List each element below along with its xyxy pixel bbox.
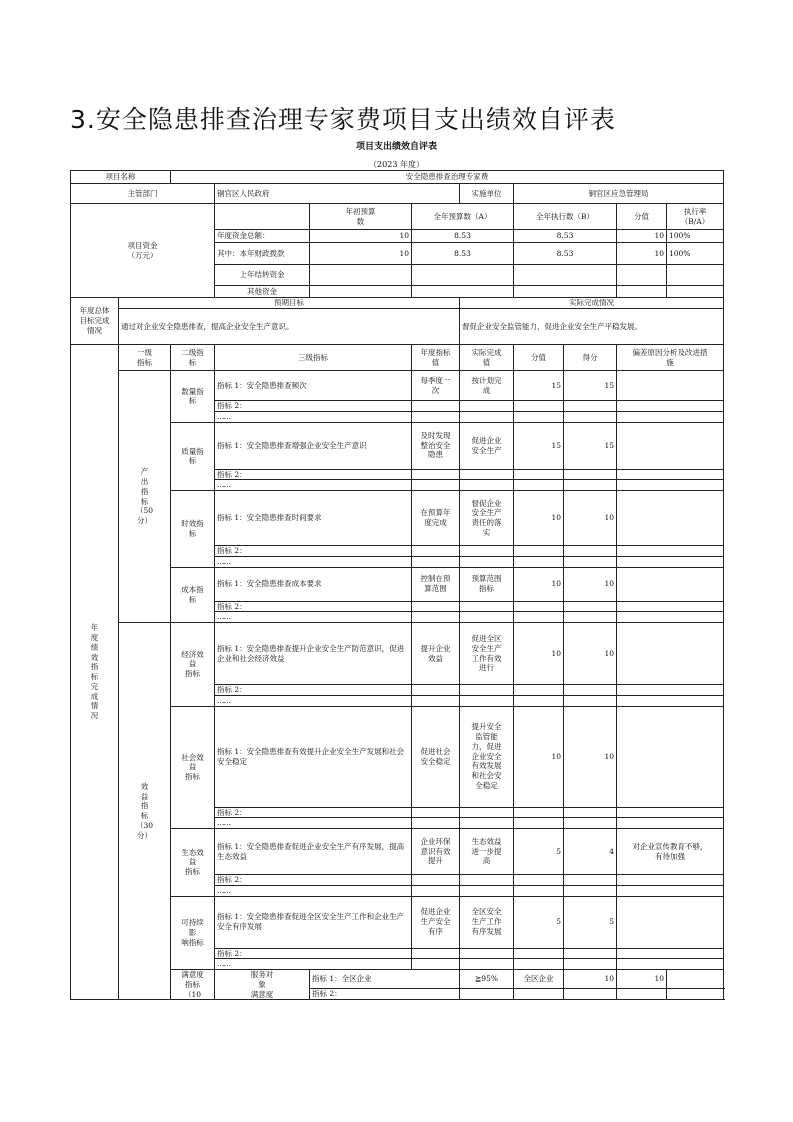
funds-value: 100% (667, 230, 724, 243)
blank-cell (412, 411, 460, 422)
funds-value: 100% (667, 243, 724, 265)
funds-value: 10 (310, 230, 412, 243)
blank-cell (514, 556, 564, 567)
blank-cell (412, 401, 460, 412)
funds-value (412, 286, 514, 298)
blank-cell (412, 875, 460, 886)
blank-cell (564, 948, 617, 959)
blank-cell (460, 875, 514, 886)
indicator-actual: 督促企业 安全生产 责任的落 实 (460, 491, 514, 546)
blank-cell (514, 695, 564, 706)
indicator-deviation (617, 706, 724, 807)
blank-cell (460, 818, 514, 829)
blank-cell (460, 411, 514, 422)
indicator-got: 4 (564, 829, 617, 875)
blank-cell (460, 601, 514, 612)
indicator-got: 10 (617, 970, 667, 989)
blank-cell (514, 480, 564, 491)
blank-cell (667, 988, 724, 999)
indicator-actual: 促进企业 安全生产 (460, 422, 514, 469)
indicator-level3: 指标 1：安全隐患排查成本要求 (215, 567, 412, 601)
indicator-score: 5 (514, 829, 564, 875)
indicator-header: 偏差原因分析及改进措 施 (617, 345, 724, 371)
indicator-header: 一级 指标 (119, 345, 171, 371)
blank-cell (460, 546, 514, 557)
blank-cell (514, 685, 564, 696)
table-row (71, 204, 724, 230)
indicator-level2: 服务对 象 满意度 (215, 970, 310, 1000)
blank-cell (460, 469, 514, 480)
indicator-ellipsis: …… (215, 411, 412, 422)
indicator-score: 5 (514, 896, 564, 948)
dept-label: 主管部门 (71, 184, 215, 204)
funds-header: 执行率 （B/A） (667, 204, 724, 230)
funds-row-label: 其中：本年财政拨款 (215, 243, 310, 265)
indicator-target: 控制在预 算范围 (412, 567, 460, 601)
blank-cell (514, 546, 564, 557)
table-row (71, 371, 724, 401)
indicator-header: 分值 (514, 345, 564, 371)
blank-cell (514, 469, 564, 480)
table-title: 项目支出绩效自评表 (355, 142, 437, 152)
funds-value (667, 265, 724, 286)
blank-cell (412, 885, 460, 896)
indicator-score: 10 (564, 970, 617, 989)
blank-cell (412, 612, 460, 623)
indicator-sub: 指标 2： (215, 601, 412, 612)
indicator-target: 促进社会 安全稳定 (412, 706, 460, 807)
blank-cell (564, 601, 617, 612)
funds-value: 8.53 (412, 243, 514, 265)
project-name-label: 项目名称 (71, 171, 171, 184)
blank-cell (564, 612, 617, 623)
indicator-sub: 指标 2： (310, 988, 460, 999)
indicator-deviation (617, 623, 724, 685)
blank-cell (564, 411, 617, 422)
indicator-level3: 指标 1：安全隐患排查促进全区安全生产工作和企业生产安全有序发展 (215, 896, 412, 948)
funds-value: 10 (617, 243, 667, 265)
blank-cell (564, 546, 617, 557)
indicator-actual: 全区安全 生产工作 有序发展 (460, 896, 514, 948)
blank-cell (564, 807, 617, 818)
blank-cell (564, 959, 617, 970)
impl-value: 铜官区应急管理局 (514, 184, 724, 204)
indicator-deviation (617, 491, 724, 546)
indicator-ellipsis: …… (215, 556, 412, 567)
indicator-ellipsis: …… (215, 818, 412, 829)
indicator-level2: 生态效 益 指标 (171, 829, 215, 897)
indicator-score: 15 (514, 371, 564, 401)
funds-value (514, 265, 617, 286)
blank-cell (412, 480, 460, 491)
indicator-target: 每季度一 次 (412, 371, 460, 401)
blank-cell (564, 885, 617, 896)
blank-cell (564, 685, 617, 696)
indicator-score: 10 (514, 623, 564, 685)
blank-cell (514, 411, 564, 422)
indicator-score: 15 (514, 422, 564, 469)
indicator-level3: 指标 1：全区企业 (310, 970, 460, 989)
blank-cell (412, 601, 460, 612)
indicator-header: 实际完成 值 (460, 345, 514, 371)
indicator-target: 及时发现 整治安全 隐患 (412, 422, 460, 469)
indicator-level1: 满意度 指标 （10 (171, 970, 215, 1000)
indicator-deviation (617, 422, 724, 469)
blank-cell (412, 695, 460, 706)
funds-header: 全年预算数（A） (412, 204, 514, 230)
blank-cell (617, 401, 724, 412)
blank-cell (460, 948, 514, 959)
blank-cell (564, 875, 617, 886)
blank-cell (460, 480, 514, 491)
indicator-level3: 指标 1：安全隐患排查增强企业安全生产意识 (215, 422, 412, 469)
blank-cell (617, 959, 724, 970)
funds-value (412, 265, 514, 286)
table-row (71, 623, 724, 685)
indicator-level2: 可持续 影 响指标 (171, 896, 215, 970)
indicator-level3: 指标 1：安全隐患排查时间要求 (215, 491, 412, 546)
indicator-level3: 指标 1：安全隐患排查促进企业安全生产有序发展，提高生态效益 (215, 829, 412, 875)
funds-value: 8.53 (514, 243, 617, 265)
blank-cell (514, 807, 564, 818)
funds-value (514, 286, 617, 298)
indicator-sub: 指标 2： (215, 401, 412, 412)
goal-expected: 通过对企业安全隐患排查，提高企业安全生产意识。 (119, 309, 460, 345)
blank-cell (514, 401, 564, 412)
funds-header: 分值 (617, 204, 667, 230)
blank-cell (617, 988, 667, 999)
indicator-actual: 按计划完 成 (460, 371, 514, 401)
indicator-actual: 全区企业 (514, 970, 564, 989)
indicator-target: 企业环保 意识有效 提升 (412, 829, 460, 875)
indicator-sub: 指标 2： (215, 546, 412, 557)
funds-value: 8.53 (412, 230, 514, 243)
blank-cell (514, 818, 564, 829)
indicator-target: ≧95% (460, 970, 514, 989)
funds-row-label: 年度资金总额： (215, 230, 310, 243)
indicator-got: 5 (564, 896, 617, 948)
indicator-got: 10 (564, 706, 617, 807)
blank-cell (514, 601, 564, 612)
funds-value (667, 286, 724, 298)
indicator-got: 10 (564, 623, 617, 685)
blank-cell (514, 885, 564, 896)
impl-label: 实施单位 (460, 184, 514, 204)
blank-cell (460, 556, 514, 567)
table-row (71, 184, 724, 204)
goal-actual-header: 实际完成情况 (460, 298, 724, 309)
project-name-value: 安全隐患排查治理专家费 (171, 171, 724, 184)
indicator-score: 10 (514, 567, 564, 601)
indicator-actual: 生态效益 进一步提 高 (460, 829, 514, 875)
funds-header-blank (215, 204, 310, 230)
indicator-target: 提升企业 效益 (412, 623, 460, 685)
blank-cell (412, 685, 460, 696)
blank-cell (412, 469, 460, 480)
blank-cell (412, 556, 460, 567)
indicator-deviation (667, 970, 724, 989)
funds-value (310, 265, 412, 286)
indicator-header: 得分 (564, 345, 617, 371)
blank-cell (460, 988, 514, 999)
indicator-level2: 数量指 标 (171, 371, 215, 423)
indicator-ellipsis: …… (215, 612, 412, 623)
blank-cell (460, 695, 514, 706)
indicator-header: 二级指 标 (171, 345, 215, 371)
indicator-sub: 指标 2： (215, 685, 412, 696)
goal-actual: 督促企业安全监管能力，促进企业安全生产平稳发展。 (460, 309, 724, 345)
table-row (71, 345, 724, 371)
blank-cell (460, 685, 514, 696)
blank-cell (460, 612, 514, 623)
blank-cell (460, 807, 514, 818)
blank-cell (564, 480, 617, 491)
blank-cell (412, 818, 460, 829)
blank-cell (564, 988, 617, 999)
page-heading: 3.安全隐患排查治理专家费项目支出绩效自评表 (70, 105, 616, 134)
blank-cell (617, 411, 724, 422)
indicator-level1: 效 益 指 标 （30 分） (119, 623, 171, 1000)
blank-cell (617, 818, 724, 829)
indicator-level2: 经济效 益 指标 (171, 623, 215, 707)
blank-cell (617, 807, 724, 818)
blank-cell (617, 695, 724, 706)
blank-cell (412, 959, 460, 970)
indicator-score: 10 (514, 706, 564, 807)
blank-cell (514, 988, 564, 999)
blank-cell (460, 885, 514, 896)
blank-cell (564, 401, 617, 412)
blank-cell (460, 959, 514, 970)
blank-cell (617, 885, 724, 896)
funds-value (617, 265, 667, 286)
indicator-level1: 产 出 指 标 （50 分） (119, 371, 171, 623)
indicator-score: 10 (514, 491, 564, 546)
indicator-level2: 社会效 益 指标 (171, 706, 215, 829)
funds-value: 10 (617, 230, 667, 243)
indicator-got: 10 (564, 491, 617, 546)
table-row (71, 171, 724, 184)
dept-value: 铜官区人民政府 (215, 184, 460, 204)
goal-label: 年度总体 目标完成 情况 (71, 298, 119, 345)
blank-cell (412, 546, 460, 557)
funds-row-label: 上年结转资金 (215, 265, 310, 286)
indicator-sub: 指标 2： (215, 875, 412, 886)
indicator-level3: 指标 1：安全隐患排查频次 (215, 371, 412, 401)
indicator-got: 15 (564, 371, 617, 401)
blank-cell (617, 948, 724, 959)
blank-cell (412, 948, 460, 959)
indicator-level2: 质量指 标 (171, 422, 215, 491)
blank-cell (617, 601, 724, 612)
indicator-sub: 指标 2： (215, 469, 412, 480)
indicator-header: 年度指标 值 (412, 345, 460, 371)
indicator-deviation: 对企业宣传教育不够， 有待加强 (617, 829, 724, 875)
indicator-target: 促进企业 生产安全 有序 (412, 896, 460, 948)
blank-cell (514, 875, 564, 886)
table-year: （2023 年度） (369, 160, 424, 169)
indicator-got: 15 (564, 422, 617, 469)
indicator-deviation (617, 371, 724, 401)
indicator-deviation (617, 896, 724, 948)
blank-cell (564, 818, 617, 829)
indicator-sub: 指标 2： (215, 948, 412, 959)
blank-cell (514, 959, 564, 970)
table-row (71, 309, 724, 345)
indicator-actual: 预算范围 指标 (460, 567, 514, 601)
blank-cell (617, 546, 724, 557)
blank-cell (617, 556, 724, 567)
indicator-level2: 时效指 标 (171, 491, 215, 568)
indicator-ellipsis: …… (215, 959, 412, 970)
indicator-sub: 指标 2： (215, 807, 412, 818)
blank-cell (617, 469, 724, 480)
funds-value: 8.53 (514, 230, 617, 243)
blank-cell (617, 612, 724, 623)
blank-cell (564, 695, 617, 706)
indicator-level2: 成本指 标 (171, 567, 215, 623)
blank-cell (564, 469, 617, 480)
goal-expected-header: 预期目标 (119, 298, 460, 309)
blank-cell (617, 685, 724, 696)
blank-cell (564, 556, 617, 567)
blank-cell (412, 807, 460, 818)
indicator-level3: 指标 1：安全隐患排查提升企业安全生产防范意识，促进企业和社会经济效益 (215, 623, 412, 685)
funds-value (617, 286, 667, 298)
indicator-deviation (617, 567, 724, 601)
funds-value (310, 286, 412, 298)
indicator-level3: 指标 1：安全隐患排查有效提升企业安全生产发展和社会安全稳定 (215, 706, 412, 807)
indicator-actual: 促进全区 安全生产 工作有效 进行 (460, 623, 514, 685)
funds-value: 10 (310, 243, 412, 265)
blank-cell (617, 480, 724, 491)
indicator-section-label: 年 度 绩 效 指 标 完 成 情 况 (71, 345, 119, 1000)
blank-cell (514, 948, 564, 959)
funds-row-label: 其他资金 (215, 286, 310, 298)
funds-label: 项目资金 （万元） (71, 204, 215, 298)
performance-evaluation-table (70, 170, 724, 1000)
blank-cell (460, 401, 514, 412)
indicator-header: 三级指标 (215, 345, 412, 371)
indicator-ellipsis: …… (215, 480, 412, 491)
funds-header: 全年执行数（B） (514, 204, 617, 230)
blank-cell (514, 612, 564, 623)
table-row (71, 298, 724, 309)
indicator-ellipsis: …… (215, 885, 412, 896)
indicator-ellipsis: …… (215, 695, 412, 706)
indicator-got: 10 (564, 567, 617, 601)
indicator-target: 在预算年 度完成 (412, 491, 460, 546)
indicator-actual: 提升安全 监管能 力，促进 企业安全 有效发展 和社会安 全稳定 (460, 706, 514, 807)
blank-cell (617, 875, 724, 886)
funds-header: 年初预算 数 (310, 204, 412, 230)
